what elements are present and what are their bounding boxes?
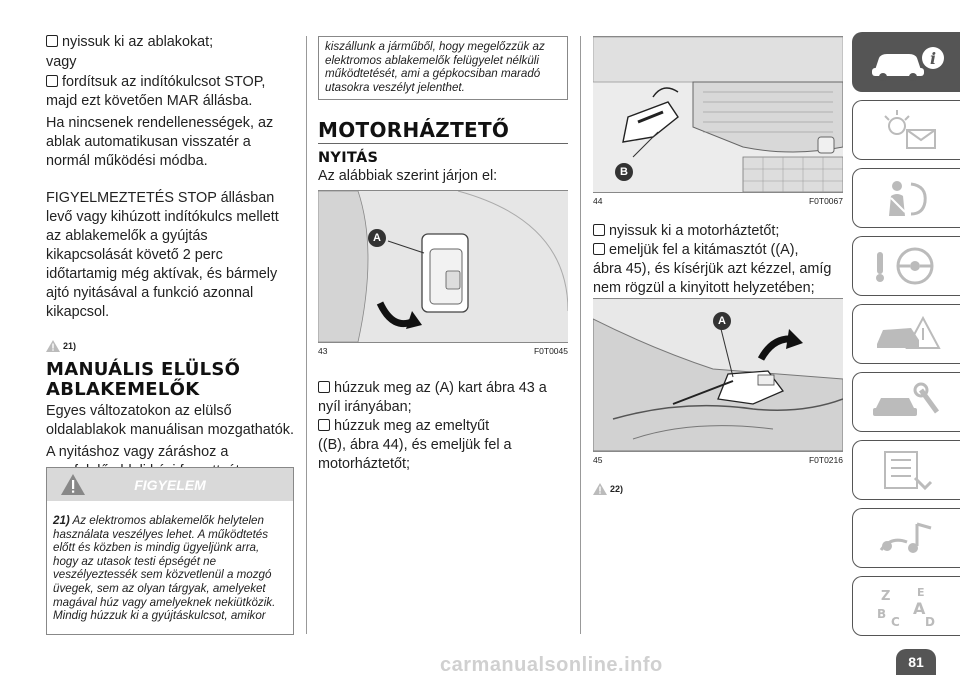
note-reference: 21) bbox=[46, 340, 294, 352]
paragraph-proceed: Az alábbiak szerint járjon el: bbox=[318, 168, 498, 184]
wrench-car-icon bbox=[867, 380, 947, 424]
page-number: 81 bbox=[896, 649, 936, 675]
checkbox-icon bbox=[593, 224, 605, 236]
car-info-icon bbox=[867, 42, 947, 82]
bullet-open-windows: nyissuk ki az ablakokat; bbox=[46, 33, 294, 52]
svg-text:Z: Z bbox=[880, 589, 890, 604]
label-a-badge: A bbox=[713, 312, 731, 330]
warning-triangle-icon bbox=[46, 340, 60, 352]
tab-emergency[interactable] bbox=[852, 304, 960, 364]
svg-text:E: E bbox=[916, 586, 925, 599]
label-b-badge: B bbox=[615, 163, 633, 181]
paragraph-warning-key: FIGYELMEZTETÉS STOP állásban levő vagy kihúzott indítókulcs mellett az ablakemelők a gyújtás kikapcsolását követő 2 perc időtartamig még aktívak, és bármely ajtó nyitásával a funkció azonnal kikapcsol. bbox=[46, 190, 279, 320]
paragraph-hand-crank: A nyitáshoz vagy záráshoz a bbox=[46, 444, 229, 460]
paragraph-normal-mode: Ha nincsenek rendellenességek, az ablak automatikusan visszatér a normál működési módba. bbox=[46, 115, 274, 169]
checkbox-icon bbox=[46, 75, 58, 87]
tab-technical-data[interactable] bbox=[852, 440, 960, 500]
figure-44 bbox=[593, 36, 843, 193]
heading-bonnet: MOTORHÁZTETŐ bbox=[318, 118, 510, 142]
checkbox-icon bbox=[593, 243, 605, 255]
heading-opening: NYITÁS bbox=[318, 150, 379, 166]
svg-text:i: i bbox=[929, 49, 936, 68]
bullet-pull-handle-cont: ((B), ábra 44), és emeljük fel a motorháztetőt; bbox=[318, 437, 512, 472]
bullet-open-bonnet: nyissuk ki a motorháztetőt; bbox=[593, 222, 843, 241]
column-divider bbox=[580, 36, 581, 634]
or-text: vagy bbox=[46, 54, 77, 70]
checklist-icon bbox=[867, 448, 947, 492]
bullet-pull-lever: húzzuk meg az (A) kart ábra 43 a nyíl irányában; bbox=[318, 380, 547, 415]
paragraph-manual-versions: Egyes változatokon az elülső oldalablakok manuálisan mozgathatók. bbox=[46, 403, 294, 438]
heading-manual-front: MANUÁLIS ELÜLSŐ bbox=[46, 359, 241, 380]
bullet-turn-key: fordítsuk az indítókulcsot STOP, bbox=[46, 73, 294, 92]
checkbox-icon bbox=[318, 381, 330, 393]
warning-text: 21) Az elektromos ablakemelők helytelen használata veszélyes lehet. A működtetés előtt és közben is mindig ügyeljünk arra, hogy az utasok testi épségét ne veszélyeztessék sem közvetlenül a mozgó üvegek, sem az olyan tárgyak, amelyeket magával húz vagy amelyeknek nekiütközik. Mindig húzzuk ki a gyújtáskulcsot, amikor bbox=[53, 514, 276, 623]
steering-wheel-icon bbox=[867, 244, 947, 288]
warning-box bbox=[46, 467, 294, 635]
svg-text:C: C bbox=[890, 615, 900, 628]
tab-maintenance[interactable] bbox=[852, 372, 960, 432]
warning-triangle-icon bbox=[61, 474, 85, 495]
svg-text:D: D bbox=[924, 615, 935, 628]
tab-multimedia[interactable] bbox=[852, 508, 960, 568]
heading-window-lifters: ABLAKEMELŐK bbox=[46, 379, 200, 400]
tab-starting-driving[interactable] bbox=[852, 236, 960, 296]
bullet-turn-key-cont: majd ezt követően MAR állásba. bbox=[46, 93, 253, 109]
warning-continuation-box bbox=[318, 36, 568, 100]
svg-text:A: A bbox=[912, 599, 925, 618]
column-divider bbox=[306, 36, 307, 634]
warning-triangle-icon bbox=[593, 483, 607, 495]
figure-43-illustration bbox=[318, 191, 568, 342]
warning-header bbox=[47, 468, 293, 501]
tab-vehicle-knowledge[interactable] bbox=[852, 32, 960, 92]
figure-45-caption: 45 F0T0216 bbox=[593, 455, 843, 465]
seatbelt-airbag-icon bbox=[867, 176, 947, 220]
tab-safety[interactable] bbox=[852, 168, 960, 228]
label-a-badge: A bbox=[368, 229, 386, 247]
warning-lights-icon bbox=[867, 108, 947, 152]
index-alphabet-icon bbox=[867, 584, 947, 628]
warning-title: FIGYELEM bbox=[134, 476, 206, 493]
figure-44-caption: 44 F0T0067 bbox=[593, 196, 843, 206]
music-nav-icon bbox=[867, 516, 947, 560]
figure-43 bbox=[318, 190, 568, 343]
checkbox-icon bbox=[46, 35, 58, 47]
figure-45 bbox=[593, 298, 843, 452]
watermark: carmanualsonline.info bbox=[440, 654, 663, 676]
heading-rule bbox=[318, 143, 568, 144]
note-reference: 22) bbox=[593, 483, 623, 495]
svg-text:B: B bbox=[876, 607, 886, 621]
tab-warning-lights[interactable] bbox=[852, 100, 960, 160]
figure-43-caption: 43 F0T0045 bbox=[318, 346, 568, 356]
bullet-lift-prop-cont: ábra 45), és kísérjük azt kézzel, amíg nem rögzül a kinyitott helyzetében; bbox=[593, 261, 832, 296]
bullet-pull-handle: húzzuk meg az emeltyűt bbox=[318, 417, 568, 436]
warning-continuation-text: kiszállunk a járműből, hogy megelőzzük az elektromos ablakemelők felügyelet nélküli működtetését, ami a gépkocsiban maradó utasokra veszélyt jelenthet. bbox=[325, 40, 545, 94]
bullet-lift-prop: emeljük fel a kitámasztót ((A), bbox=[593, 241, 843, 260]
checkbox-icon bbox=[318, 419, 330, 431]
accident-icon bbox=[867, 312, 947, 356]
tab-index[interactable] bbox=[852, 576, 960, 636]
